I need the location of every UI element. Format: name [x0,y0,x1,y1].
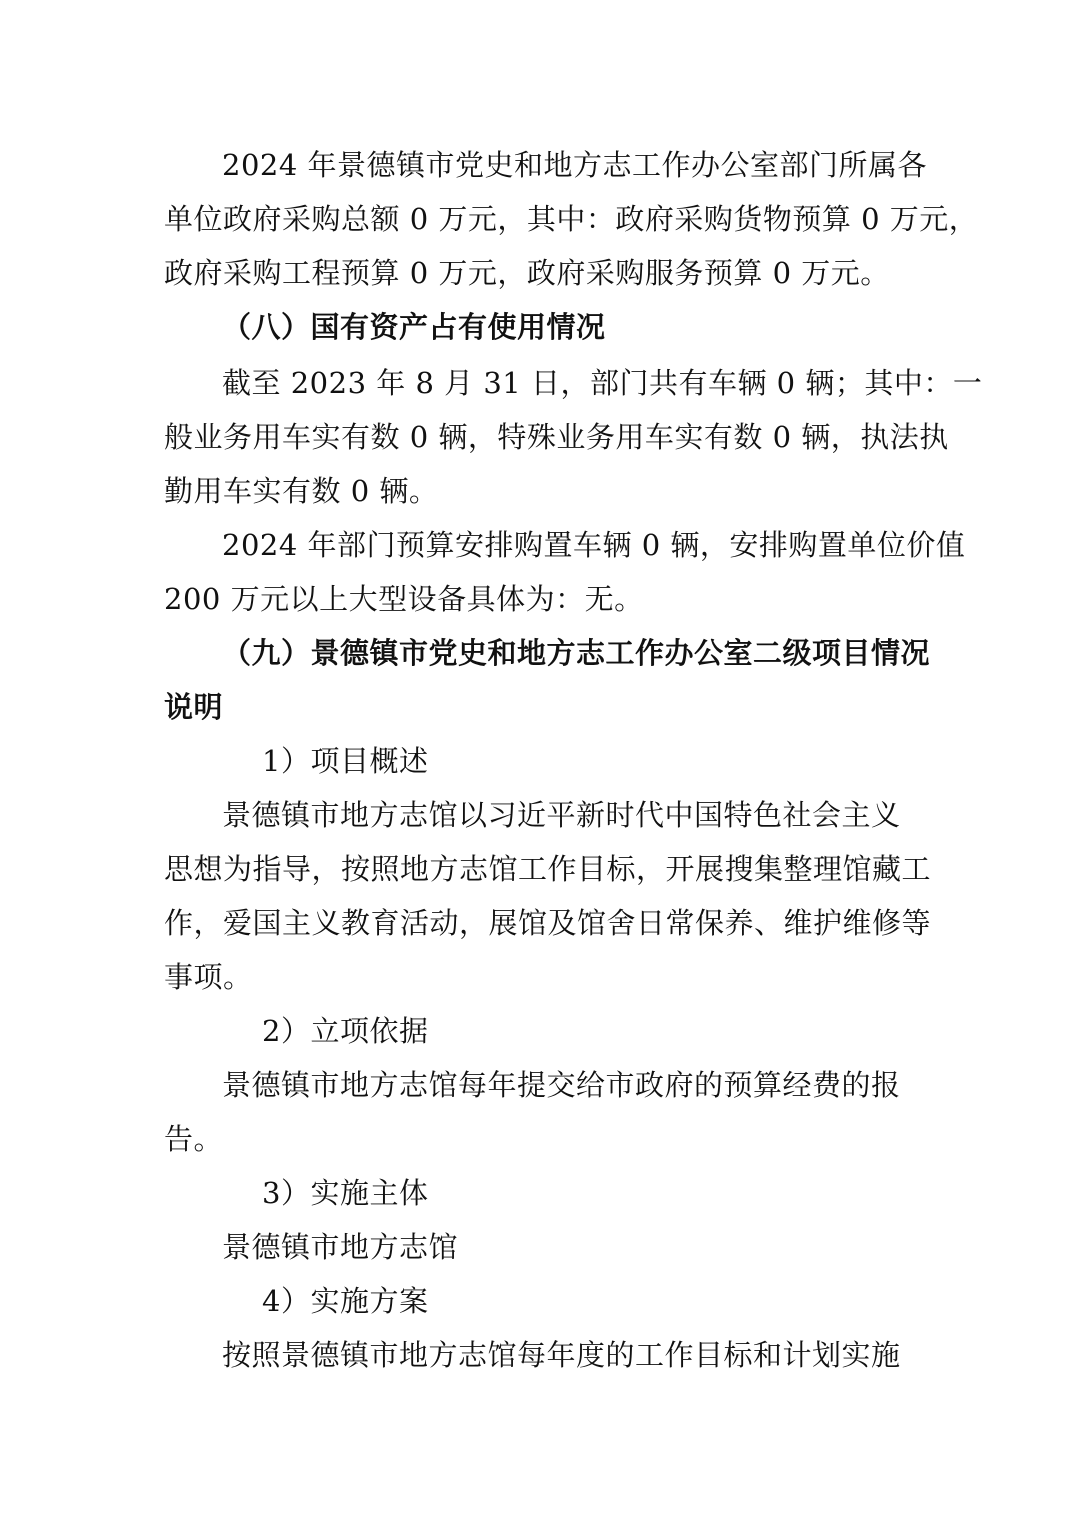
overview-paragraph-line-4: 事项。 [164,960,253,994]
budget-purchase-line-1: 2024 年部门预算安排购置车辆 0 辆，安排购置单位价值 [222,528,966,562]
overview-paragraph-line-3: 作，爱国主义教育活动，展馆及馆舍日常保养、维护维修等 [164,906,932,940]
budget-purchase-line-2: 200 万元以上大型设备具体为：无。 [164,582,644,616]
subheading-implementation-plan: 4）实施方案 [262,1284,429,1318]
basis-paragraph-line-1: 景德镇市地方志馆每年提交给市政府的预算经费的报 [222,1068,901,1102]
subheading-project-basis: 2）立项依据 [262,1014,429,1048]
section-heading-8: （八）国有资产占有使用情况 [222,310,606,344]
procurement-paragraph-line-1: 2024 年景德镇市党史和地方志工作办公室部门所属各 [222,148,928,182]
procurement-paragraph-line-2: 单位政府采购总额 0 万元，其中：政府采购货物预算 0 万元， [164,202,979,236]
section-heading-9-line-1: （九）景德镇市党史和地方志工作办公室二级项目情况 [222,636,931,670]
implementing-body-text: 景德镇市地方志馆 [222,1230,459,1264]
vehicle-paragraph-line-2: 般业务用车实有数 0 辆，特殊业务用车实有数 0 辆，执法执 [164,420,949,454]
basis-paragraph-line-2: 告。 [164,1122,224,1156]
overview-paragraph-line-2: 思想为指导，按照地方志馆工作目标，开展搜集整理馆藏工 [164,852,932,886]
vehicle-paragraph-line-3: 勤用车实有数 0 辆。 [164,474,439,508]
implementation-plan-line-1: 按照景德镇市地方志馆每年度的工作目标和计划实施 [222,1338,901,1372]
overview-paragraph-line-1: 景德镇市地方志馆以习近平新时代中国特色社会主义 [222,798,901,832]
procurement-paragraph-line-3: 政府采购工程预算 0 万元，政府采购服务预算 0 万元。 [164,256,890,290]
section-heading-9-line-2: 说明 [164,690,224,724]
subheading-implementing-body: 3）实施主体 [262,1176,429,1210]
vehicle-paragraph-line-1: 截至 2023 年 8 月 31 日，部门共有车辆 0 辆；其中：一 [222,366,983,400]
subheading-project-overview: 1）项目概述 [262,744,429,778]
